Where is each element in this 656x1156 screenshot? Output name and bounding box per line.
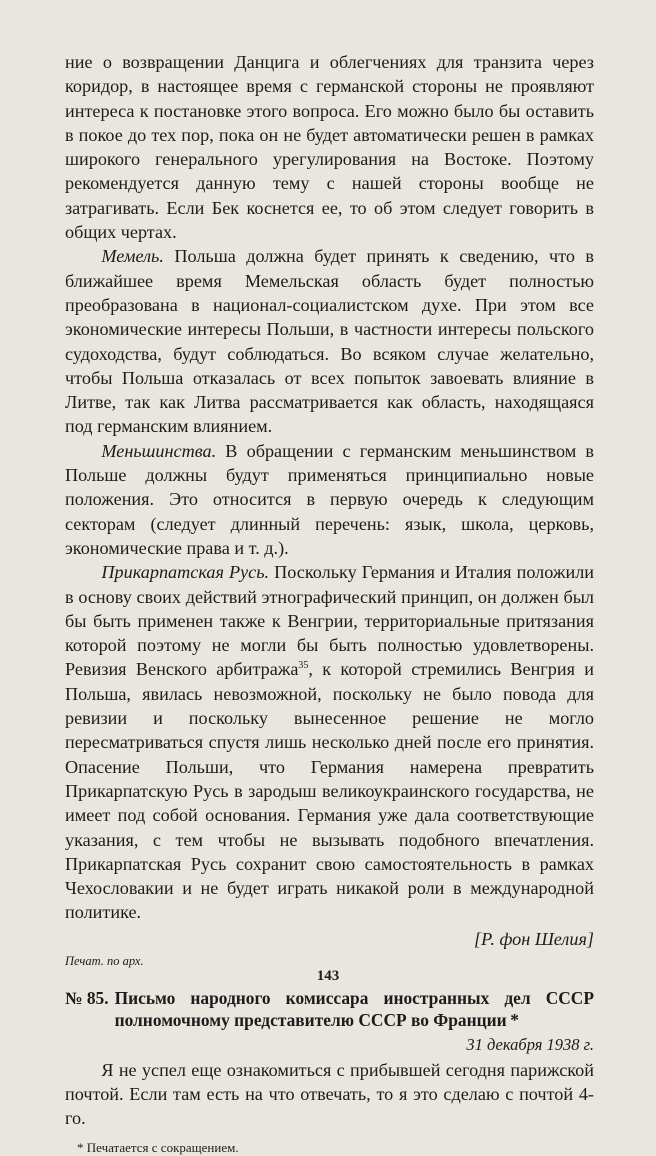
source-note: Печат. по арх. (65, 953, 144, 968)
paragraph-text: ние о возвращении Данцига и облегчениях для транзита через коридор, в настоящее время с германской стороны не проявляют интереса к постановке этого вопроса. Его можно было бы оставить в покое до тех пор, пока он не будет автоматически решен в рамках широкого генерального урегулирования на Востоке. Поэтому рекомендуется данную тему с нашей стороны вообще не затрагивать. Если Бек коснется ее, то об этом следует говорить в общих чертах. (65, 52, 594, 243)
paragraph-lead: Меньшинства. (101, 440, 217, 461)
letter-text: Я не успел еще ознакомиться с прибывшей сегодня парижской почтой. Если там есть на что отвечать, то я это сделаю с почтой 4-го. (65, 1059, 594, 1129)
paragraph-text: Поскольку Германия и Италия положили в основу своих действий этнографический принцип, он должен был бы быть применен также к Венгрии, территориальные притязания которой поэтому не могли бы быть полностью удовлетворены. Ревизия Венского арбитража (65, 562, 595, 680)
paragraph-lead: Мемель. (101, 246, 164, 267)
paragraph-minorities (65, 439, 594, 560)
paragraph-memel (65, 244, 594, 438)
paragraph-danzig (65, 50, 594, 244)
endnote-reference: 35 (298, 660, 309, 672)
document-date: 31 декабря 1938 г. (466, 1034, 594, 1054)
document-title-wrap (115, 987, 594, 1031)
paragraph-lead: Прикарпатская Русь. (101, 562, 270, 583)
main-text (65, 50, 594, 925)
footnote: * Печатается с сокращением. (77, 1139, 239, 1155)
document-title: Письмо народного комиссара иностранных дел СССР полномочному представителю СССР во Франции (114, 987, 594, 1030)
paragraph-carpathian-rus (65, 560, 594, 924)
footnote-mark: * (510, 1009, 519, 1030)
page-number: 143 (316, 968, 340, 984)
paragraph-text-continued: , к которой стремились Венгрия и Польша, явилась невозможной, поскольку не было повода для ревизии и поскольку вынесенное решение не могло пересматриваться спустя лишь несколько дней после его принятия. Опасение Польши, что Германия намерена превратить Прикарпатскую Русь в зародыш великоукраинского государства, не имеет под собой основания. Германия уже дала соответствующие указания, с тем чтобы не вызывать подобного впечатления. Прикарпатская Русь сохранит свою самостоятельность в рамках Чехословакии и не будет играть никакой роли в международной политике. (65, 659, 594, 923)
signature: [Р. фон Шелия] (474, 928, 594, 949)
document-number: № 85. (65, 987, 109, 1008)
paragraph-text: В обращении с германским меньшинством в Польше должны будут применяться принципиально новые положения. Это относится в первую очередь к следующим секторам (следует длинный перечень: язык, школа, церковь, экономические права и т. д.). (65, 440, 594, 558)
document-heading (65, 987, 594, 1031)
paragraph-text: Польша должна будет принять к сведению, что в ближайшее время Мемельская область будет полностью преобразована в национал-социалистском духе. При этом все экономические интересы Польши, в частности интересы польского судоходства, будут соблюдаться. Во всяком случае желательно, чтобы Польша отказалась от всех попыток завоевать влияние в Литве, так как Литва рассматривается как область, находящаяся под германским влиянием. (65, 246, 594, 437)
